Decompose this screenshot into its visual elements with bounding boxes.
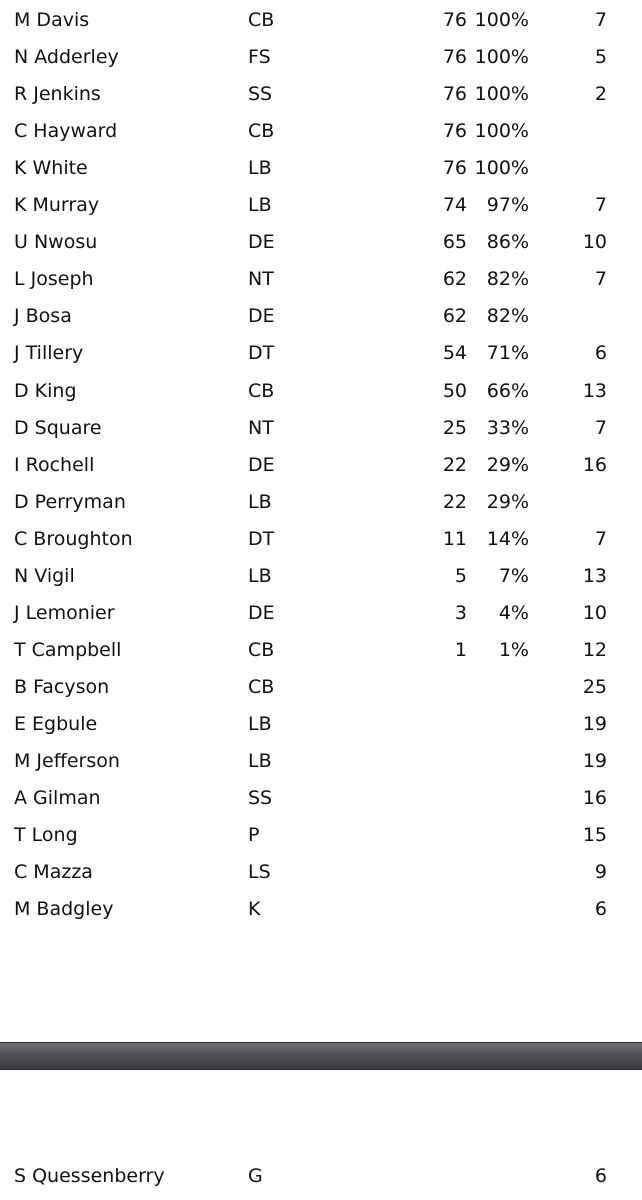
player-position: G	[248, 1165, 263, 1187]
player-name: L Joseph	[14, 268, 94, 291]
special-teams-snaps: 15	[582, 824, 607, 847]
defensive-snap-percent: 4%	[498, 601, 529, 624]
player-position: SS	[248, 83, 273, 106]
defensive-snap-percent: 82%	[486, 305, 529, 328]
table-row	[0, 298, 642, 335]
player-position: LS	[248, 861, 271, 884]
defensive-snap-percent: 1%	[498, 638, 529, 661]
player-position: DE	[248, 601, 275, 624]
player-name: J Bosa	[14, 305, 72, 328]
defensive-snap-percent: 82%	[486, 268, 529, 291]
defensive-snap-percent: 100%	[474, 157, 529, 180]
player-position: DE	[248, 231, 275, 254]
special-teams-snaps: 9	[594, 861, 607, 884]
special-teams-snaps: 13	[582, 379, 607, 402]
special-teams-snaps: 7	[594, 527, 607, 550]
player-name: T Long	[14, 824, 78, 847]
table-row	[0, 76, 642, 113]
player-name: M Jefferson	[14, 750, 120, 772]
player-position: LB	[248, 750, 272, 772]
defensive-snaps: 62	[442, 268, 467, 291]
section-divider	[0, 1042, 642, 1070]
player-position: CB	[248, 638, 275, 661]
defensive-snap-percent: 14%	[486, 527, 529, 550]
player-name: C Broughton	[14, 527, 133, 550]
player-name: D King	[14, 379, 77, 402]
player-position: DE	[248, 305, 275, 328]
player-name: C Mazza	[14, 861, 93, 884]
defensive-snaps: 11	[442, 527, 467, 550]
defensive-snap-percent: 97%	[486, 194, 529, 217]
table-row	[0, 150, 642, 187]
table-row	[0, 39, 642, 76]
player-name: C Hayward	[14, 120, 118, 143]
defensive-snap-percent: 66%	[486, 379, 529, 402]
player-name: M Badgley	[14, 898, 114, 921]
special-teams-snaps: 25	[582, 675, 607, 698]
defensive-snaps: 76	[442, 9, 467, 31]
defensive-snap-percent: 29%	[486, 490, 529, 513]
special-teams-snaps: 6	[594, 898, 607, 921]
defensive-snaps: 50	[442, 379, 467, 402]
player-name: E Egbule	[14, 712, 98, 735]
table-row	[0, 780, 642, 817]
table-row	[0, 410, 642, 447]
defensive-snap-percent: 100%	[474, 83, 529, 106]
player-name: M Davis	[14, 9, 90, 31]
defensive-snap-percent: 100%	[474, 9, 529, 31]
defensive-snaps: 1	[454, 638, 467, 661]
defensive-snap-percent: 7%	[498, 564, 529, 587]
defensive-snap-percent: 100%	[474, 120, 529, 143]
player-position: CB	[248, 120, 275, 143]
player-position: NT	[248, 416, 274, 439]
special-teams-snaps: 6	[594, 342, 607, 365]
player-position: FS	[248, 46, 271, 69]
table-row	[0, 891, 642, 928]
table-row	[0, 447, 642, 484]
table-row	[0, 373, 642, 410]
player-position: LB	[248, 564, 272, 587]
defensive-snaps: 22	[442, 490, 467, 513]
table-row	[0, 187, 642, 224]
special-teams-snaps: 2	[594, 83, 607, 106]
defensive-snap-percent: 71%	[486, 342, 529, 365]
defensive-snap-percent: 33%	[486, 416, 529, 439]
special-teams-snaps: 7	[594, 9, 607, 31]
table-row	[0, 113, 642, 150]
player-name: J Lemonier	[14, 601, 115, 624]
defensive-snap-percent: 100%	[474, 46, 529, 69]
defensive-snaps: 62	[442, 305, 467, 328]
special-teams-snaps: 19	[582, 750, 607, 772]
special-teams-snaps: 10	[582, 231, 607, 254]
table-row	[0, 669, 642, 706]
special-teams-snaps: 7	[594, 194, 607, 217]
player-name: B Facyson	[14, 675, 110, 698]
player-position: LB	[248, 490, 272, 513]
table-row	[0, 595, 642, 632]
defensive-snaps: 76	[442, 83, 467, 106]
table-row	[0, 706, 642, 743]
player-name: K White	[14, 157, 88, 180]
player-position: NT	[248, 268, 274, 291]
player-position: LB	[248, 712, 272, 735]
player-name: J Tillery	[14, 342, 84, 365]
player-position: CB	[248, 379, 275, 402]
special-teams-snaps: 7	[594, 416, 607, 439]
special-teams-snaps: 12	[582, 638, 607, 661]
defensive-snaps: 25	[442, 416, 467, 439]
player-name: N Adderley	[14, 46, 119, 69]
defensive-snaps: 76	[442, 46, 467, 69]
defensive-snaps: 3	[454, 601, 467, 624]
table-row	[0, 261, 642, 298]
table-row	[0, 1158, 642, 1195]
player-position: SS	[248, 787, 273, 810]
player-name: D Square	[14, 416, 102, 439]
special-teams-snaps: 5	[594, 46, 607, 69]
defensive-snaps: 65	[442, 231, 467, 254]
table-row	[0, 484, 642, 521]
player-position: DT	[248, 342, 275, 365]
table-row	[0, 521, 642, 558]
player-position: DE	[248, 453, 275, 476]
special-teams-snaps: 16	[582, 453, 607, 476]
player-position: CB	[248, 675, 275, 698]
player-position: K	[248, 898, 261, 921]
player-position: LB	[248, 157, 272, 180]
special-teams-snaps: 6	[594, 1165, 607, 1187]
player-position: LB	[248, 194, 272, 217]
special-teams-snaps: 7	[594, 268, 607, 291]
table-row	[0, 335, 642, 372]
table-row	[0, 558, 642, 595]
player-name: A Gilman	[14, 787, 101, 810]
special-teams-snaps: 16	[582, 787, 607, 810]
table-row	[0, 2, 642, 39]
player-position: CB	[248, 9, 275, 31]
table-row	[0, 632, 642, 669]
player-name: U Nwosu	[14, 231, 98, 254]
table-row	[0, 743, 642, 780]
defensive-snaps: 74	[442, 194, 467, 217]
table-row	[0, 224, 642, 261]
player-position: P	[248, 824, 260, 847]
defensive-snap-percent: 86%	[486, 231, 529, 254]
table-row	[0, 854, 642, 891]
defensive-snaps: 76	[442, 157, 467, 180]
player-name: K Murray	[14, 194, 100, 217]
defensive-snaps: 54	[442, 342, 467, 365]
player-position: DT	[248, 527, 275, 550]
special-teams-snaps: 19	[582, 712, 607, 735]
special-teams-snaps: 10	[582, 601, 607, 624]
defensive-snap-percent: 29%	[486, 453, 529, 476]
player-name: I Rochell	[14, 453, 95, 476]
player-name: R Jenkins	[14, 83, 101, 106]
player-name: S Quessenberry	[14, 1165, 165, 1187]
defensive-snaps: 22	[442, 453, 467, 476]
defensive-snaps: 76	[442, 120, 467, 143]
special-teams-snaps: 13	[582, 564, 607, 587]
defensive-snaps: 5	[454, 564, 467, 587]
player-name: D Perryman	[14, 490, 126, 513]
table-row	[0, 817, 642, 854]
player-name: N Vigil	[14, 564, 75, 587]
player-name: T Campbell	[14, 638, 122, 661]
